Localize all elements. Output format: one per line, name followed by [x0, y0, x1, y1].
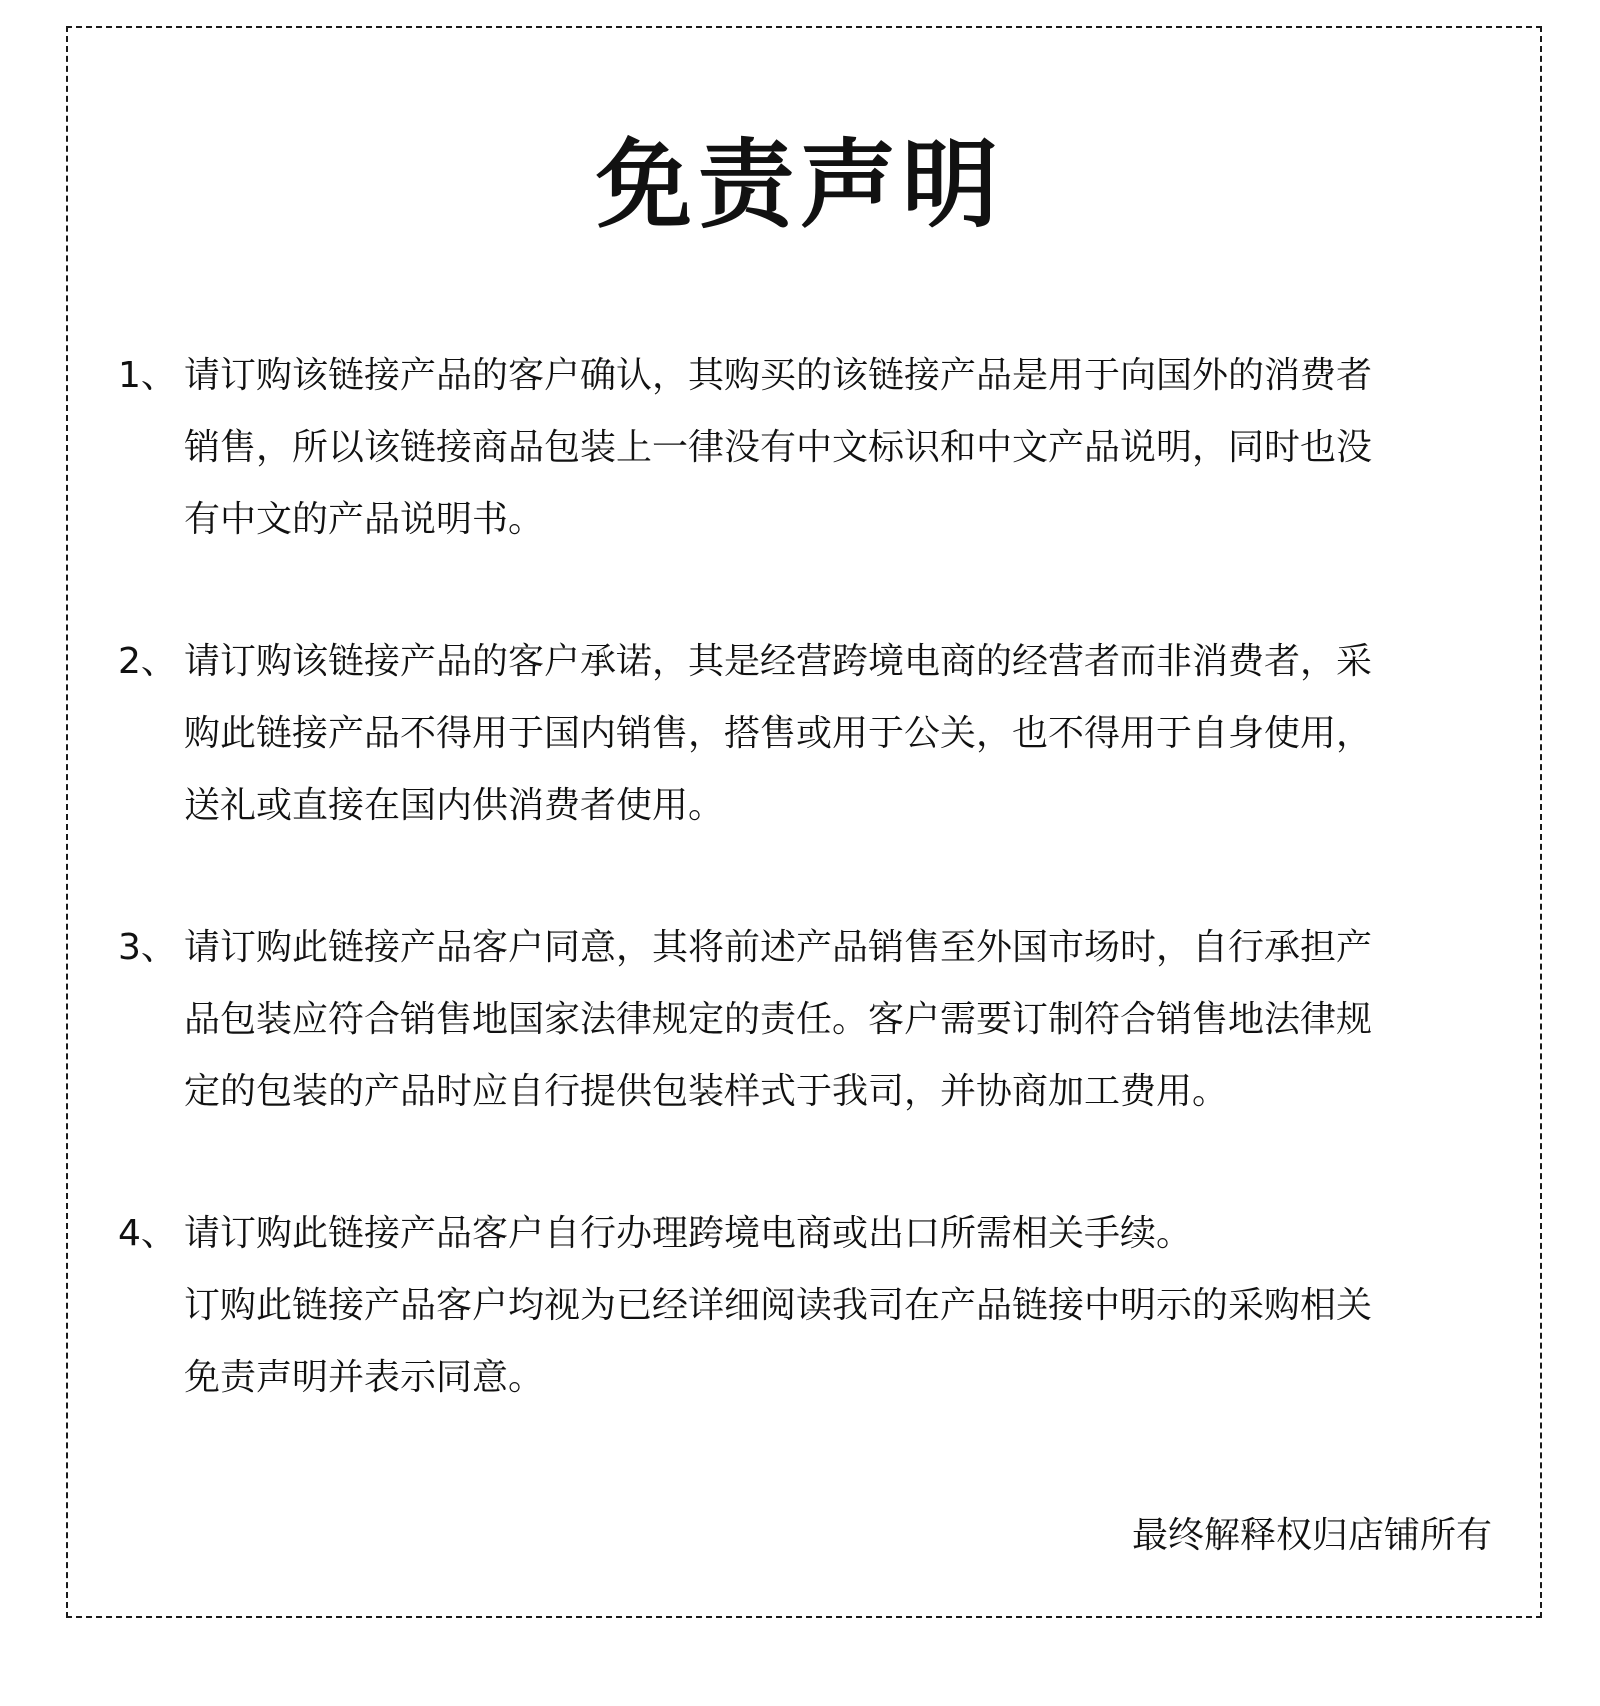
clause-line: 请订购此链接产品客户自行办理跨境电商或出口所需相关手续。	[184, 1213, 1193, 1254]
clause-1	[118, 340, 1492, 556]
clause-line: 有中文的产品说明书。	[184, 499, 545, 540]
clause-number: 4、	[118, 1213, 177, 1254]
clause-line: 购此链接产品不得用于国内销售，搭售或用于公关，也不得用于自身使用，	[184, 713, 1373, 754]
page-title: 免责声明	[596, 129, 1004, 241]
clause-line: 品包装应符合销售地国家法律规定的责任。客户需要订制符合销售地法律规	[184, 999, 1373, 1040]
clause-line: 订购此链接产品客户均视为已经详细阅读我司在产品链接中明示的采购相关	[184, 1285, 1373, 1326]
clause-line: 请订购此链接产品客户同意，其将前述产品销售至外国市场时，自行承担产	[184, 927, 1373, 968]
clause-3	[118, 912, 1492, 1128]
clause-line: 请订购该链接产品的客户承诺，其是经营跨境电商的经营者而非消费者，采	[184, 641, 1373, 682]
clause-line: 请订购该链接产品的客户确认，其购买的该链接产品是用于向国外的消费者	[184, 355, 1373, 396]
clause-line: 免责声明并表示同意。	[184, 1357, 545, 1398]
footer-note: 最终解释权归店铺所有	[1131, 1515, 1492, 1556]
clause-line: 销售，所以该链接商品包装上一律没有中文标识和中文产品说明，同时也没	[184, 427, 1373, 468]
clause-line: 送礼或直接在国内供消费者使用。	[184, 785, 725, 826]
clause-4	[118, 1198, 1492, 1414]
clause-line: 定的包装的产品时应自行提供包装样式于我司，并协商加工费用。	[184, 1071, 1229, 1112]
clause-2	[118, 626, 1492, 842]
clause-number: 3、	[118, 927, 177, 968]
clause-number: 2、	[118, 641, 177, 682]
clause-number: 1、	[118, 355, 177, 396]
